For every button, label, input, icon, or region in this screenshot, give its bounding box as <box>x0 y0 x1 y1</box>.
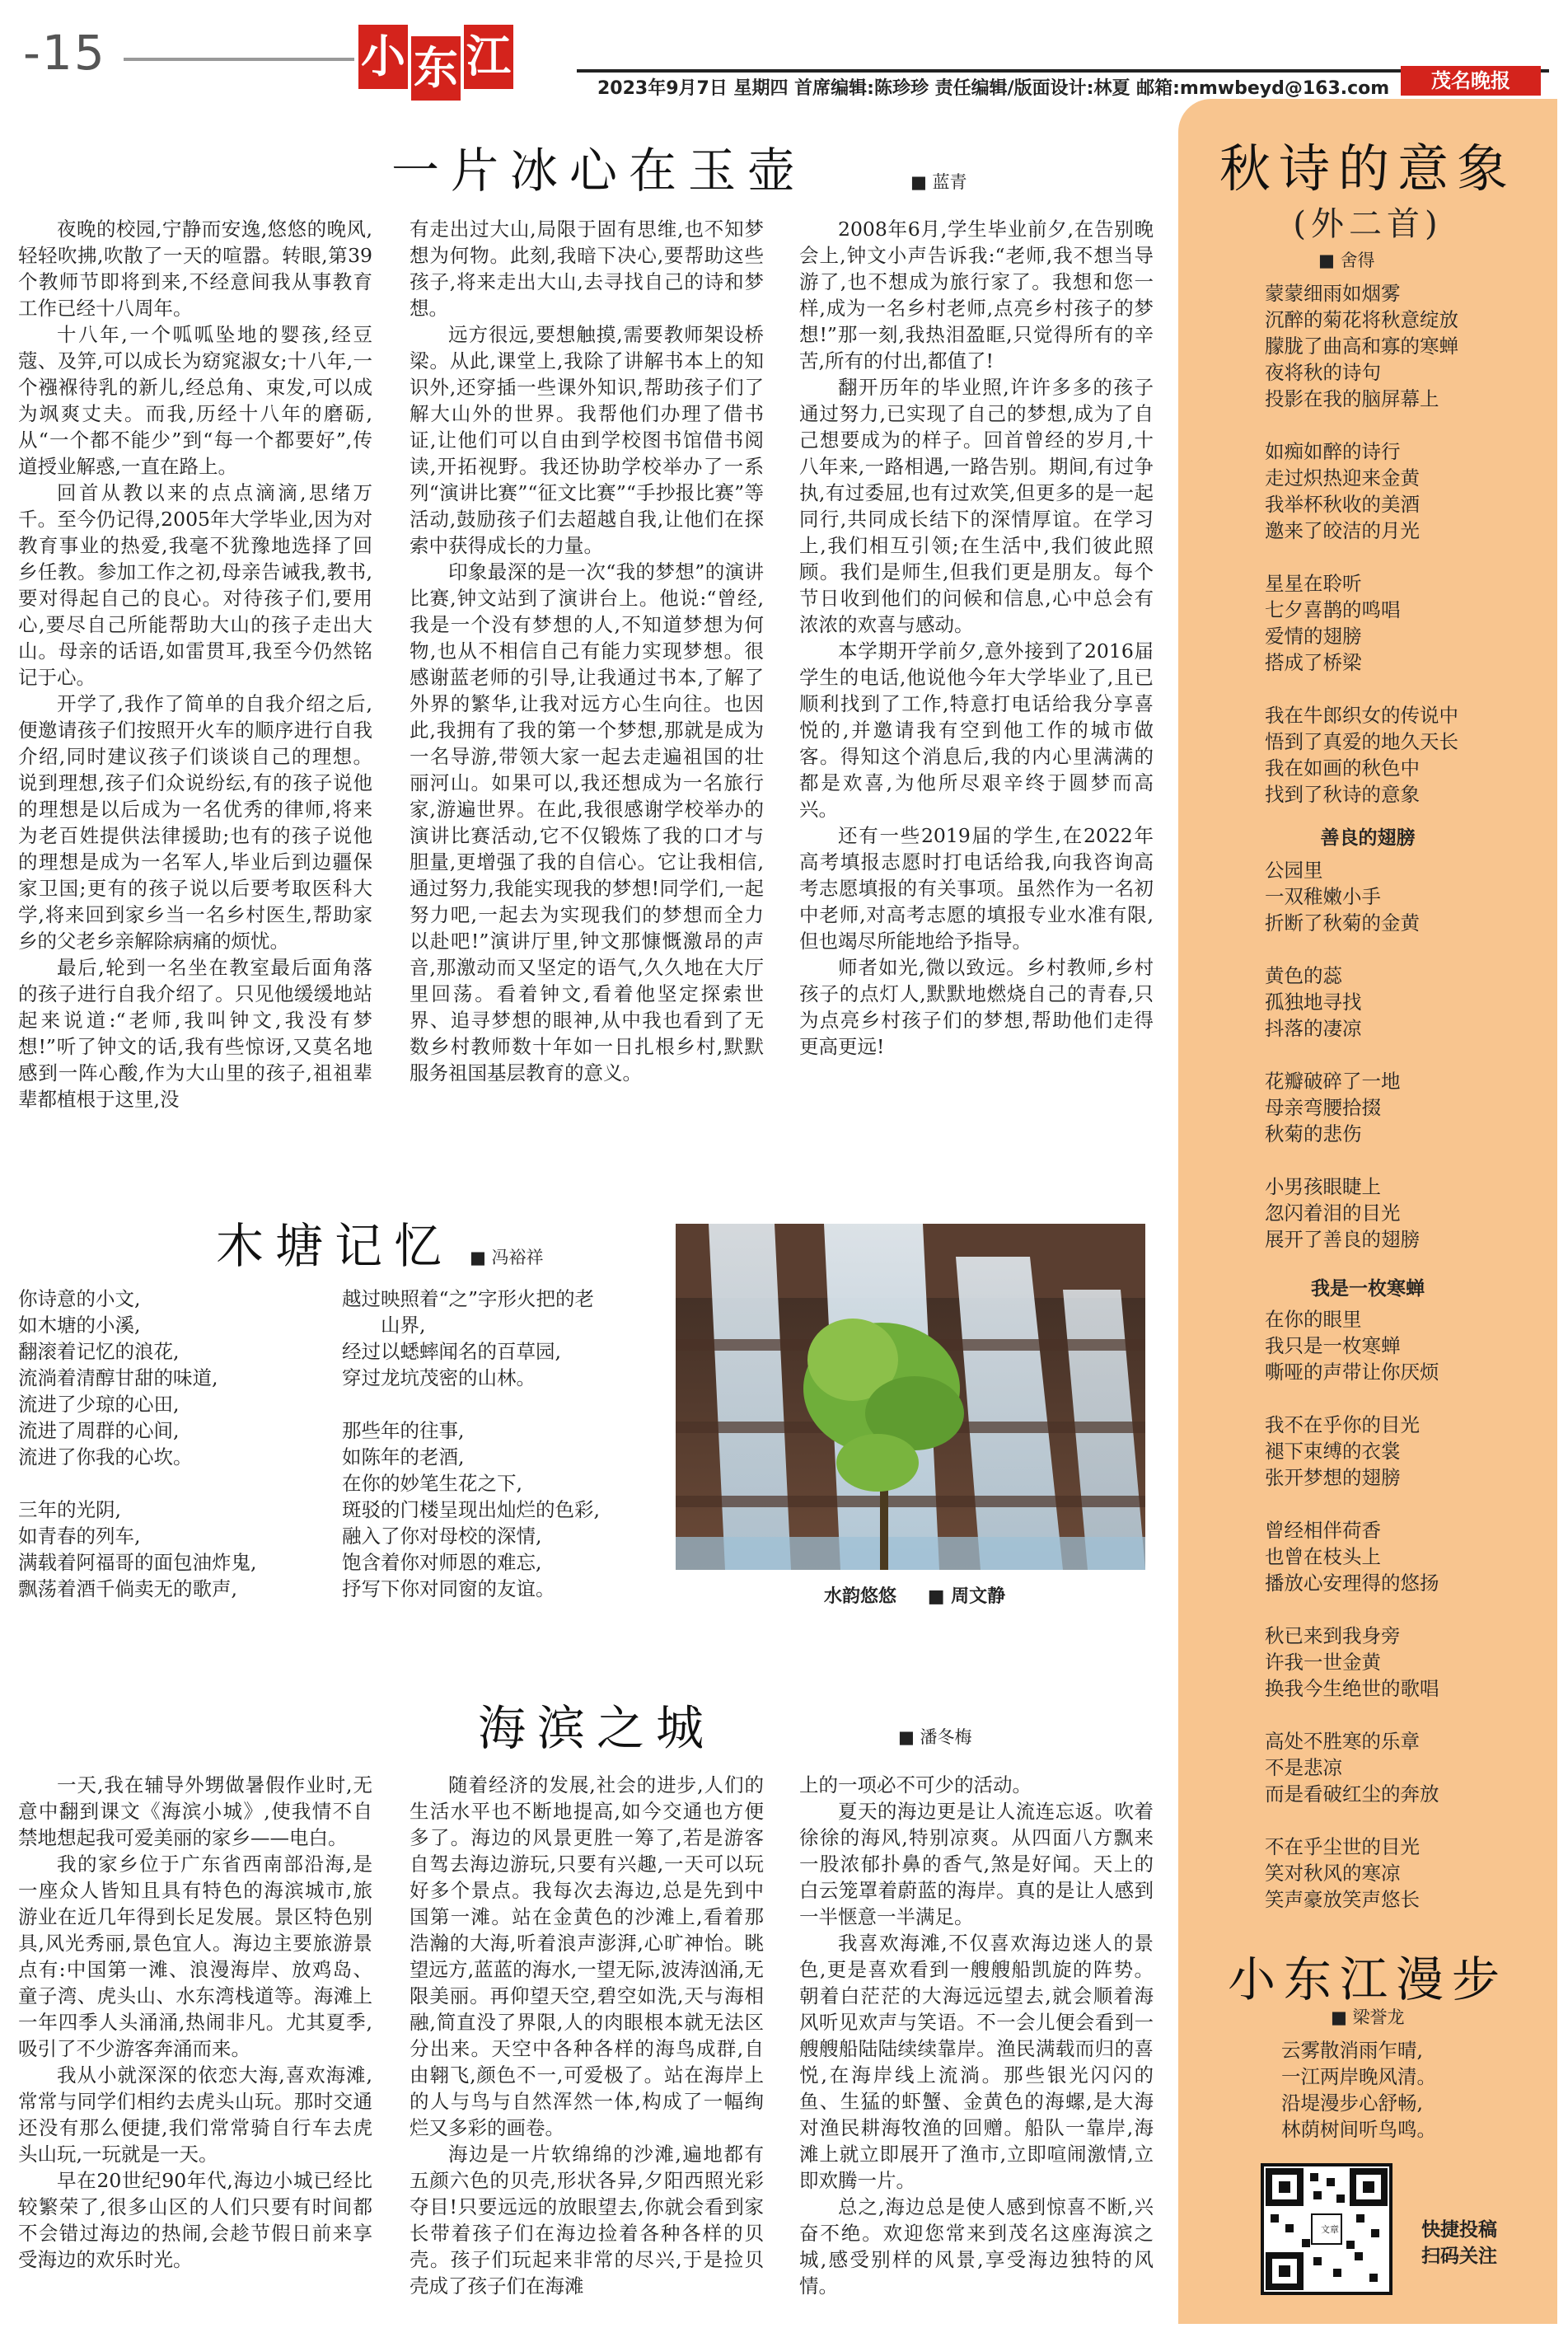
poem-line: 你诗意的小文, <box>18 1287 141 1310</box>
poem-line: 夜将秋的诗句 <box>1265 361 1381 384</box>
poem-line: 悟到了真爱的地久天长 <box>1265 730 1458 753</box>
article2-title: 木塘记忆 <box>216 1218 454 1274</box>
waterfall-image <box>676 1224 1145 1570</box>
paragraph: 一天,我在辅导外甥做暑假作业时,无意中翻到课文《海滨小城》,使我情不自禁地想起我可爱美丽的家乡——电白。 <box>18 1773 372 1849</box>
paragraph: 还有一些2019届的学生,在2022年高考填报志愿时打电话给我,向我咨询高考志愿填报的有关事项。虽然作为一名初中老师,对高考志愿的填报专业水准有限,但也竭尽所能地给予指导。 <box>799 824 1154 953</box>
column-logo <box>358 25 513 101</box>
poem-line: 沉醉的菊花将秋意绽放 <box>1265 308 1458 331</box>
poem-line: 朦胧了曲高和寡的寒蝉 <box>1265 335 1458 358</box>
sidebar-poem-3 <box>1265 1306 1545 1913</box>
article2-poem-left <box>18 1286 331 1602</box>
poem-line: 公园里 <box>1265 859 1323 882</box>
poem-line: 黄色的蕊 <box>1265 964 1342 987</box>
column-logo-char: 小 <box>358 25 408 89</box>
poem-line: 在你的妙笔生花之下, <box>342 1472 522 1495</box>
paragraph: 翻开历年的毕业照,许许多多的孩子通过努力,已实现了自己的梦想,成为了自己想要成为的样子。回首曾经的岁月,十八年来,一路相遇,一路告别。期间,有过争执,有过委屈,也有过欢笑,但更多的是一起同行,共同成长结下的深情厚谊。在学习上,我们相互引领;在生活中,我们彼此照顾。我们是师生,但我们更是朋友。每个节日收到他们的问候和信息,心中总会有浓浓的欢喜与感动。 <box>799 376 1154 636</box>
article3-title: 海滨之城 <box>478 1700 716 1756</box>
poem-line: 曾经相伴荷香 <box>1265 1519 1381 1542</box>
paragraph: 有走出过大山,局限于固有思维,也不知梦想为何物。此刻,我暗下决心,要帮助这些孩子,将来走出大山,去寻找自己的诗和梦想。 <box>410 218 764 320</box>
article2-poem-right <box>342 1286 672 1602</box>
poem-line: 也曾在枝头上 <box>1265 1545 1381 1568</box>
paragraph: 本学期开学前夕,意外接到了2016届学生的电话,他说他今年大学毕业了,且已顺利找到了工作,特意打电话给我分享喜悦的,并邀请我有空到他工作的城市做客。得知这个消息后,我的内心里满满的都是欢喜,为他所尽艰辛终于圆梦而高兴。 <box>799 639 1154 821</box>
paragraph: 开学了,我作了简单的自我介绍之后,便邀请孩子们按照开火车的顺序进行自我介绍,同时建议孩子们谈谈自己的理想。说到理想,孩子们众说纷纭,有的孩子说他的理想是以后成为一名优秀的律师,将来为老百姓提供法律援助;也有的孩子说他的理想是成为一名军人,毕业后到边疆保家卫国;更有的孩子说以后要考取医科大学,将来回到家乡当一名乡村医生,帮助家乡的父老乡亲解除病痛的烦忧。 <box>18 692 372 953</box>
paragraph: 上的一项必不可少的活动。 <box>799 1773 1032 1796</box>
poem-line: 抒写下你对同窗的友谊。 <box>342 1577 555 1600</box>
poem-line: 如青春的列车, <box>18 1525 141 1548</box>
poem-line: 我举杯秋收的美酒 <box>1265 493 1420 516</box>
poem-line: 穿过龙坑茂密的山林。 <box>342 1366 536 1389</box>
poem-line: 如痴如醉的诗行 <box>1265 440 1401 463</box>
paragraph: 夏天的海边更是让人流连忘返。吹着徐徐的海风,特别凉爽。从四面八方飘来一股浓郁扑鼻的香气,煞是好闻。天上的白云笼罩着蔚蓝的海岸。真的是让人感到一半惬意一半满足。 <box>799 1800 1154 1928</box>
paragraph: 师者如光,微以致远。乡村教师,乡村孩子的点灯人,默默地燃烧自己的青春,只为点亮乡村孩子们的梦想,帮助他们走得更高更远! <box>799 956 1154 1058</box>
article3-author: ■ 潘冬梅 <box>898 1724 972 1749</box>
header-rule <box>124 58 354 61</box>
paragraph: 夜晚的校园,宁静而安逸,悠悠的晚风,轻轻吹拂,吹散了一天的喧嚣。转眼,第39个教师节即将到来,不经意间我从事教育工作已经十八周年。 <box>18 218 372 320</box>
paragraph: 远方很远,要想触摸,需要教师架设桥梁。从此,课堂上,我除了讲解书本上的知识外,还穿插一些课外知识,帮助孩子们了解大山外的世界。我帮他们办理了借书证,让他们可以自由到学校图书馆借书阅读,开拓视野。我还协助学校举办了一系列“演讲比赛”“征文比赛”“手抄报比赛”等活动,鼓励孩子们去超越自我,让他们在探索中获得成长的力量。 <box>410 323 764 557</box>
paragraph: 印象最深的是一次“我的梦想”的演讲比赛,钟文站到了演讲台上。他说:“曾经,我是一个没有梦想的人,不知道梦想为何物,也从不相信自己有能力实现梦想。很感谢蓝老师的引导,让我通过书本,了解了外界的繁华,让我对远方心生向往。也因此,我拥有了我的第一个梦想,那就是成为一名导游,带领大家一起去走遍祖国的壮丽河山。如果可以,我还想成为一名旅行家,游遍世界。在此,我很感谢学校举办的演讲比赛活动,它不仅锻炼了我的口才与胆量,更增强了我的自信心。它让我相信,通过努力,我能实现我的梦想!同学们,一起努力吧,一起去为实现我们的梦想而全力以赴吧!”演讲厅里,钟文那慷慨激昂的声音,那激动而又坚定的语气,久久地在大厅里回荡。看着钟文,看着他坚定探索世界、追寻梦想的眼神,从中我也看到了无数乡村教师数十年如一日扎根乡村,默默服务祖国基层教育的意义。 <box>410 560 764 1084</box>
article1-column-3 <box>799 216 1154 1060</box>
poem-line: 母亲弯腰拾掇 <box>1265 1096 1381 1119</box>
poem-line: 我不在乎你的目光 <box>1265 1413 1420 1436</box>
poem-line: 我只是一枚寒蝉 <box>1265 1334 1401 1357</box>
poem-line: 饱含着你对师恩的难忘, <box>342 1551 542 1574</box>
poem-line: 嘶哑的声带让你厌烦 <box>1265 1361 1439 1384</box>
poem-line: 流进了少琼的心田, <box>18 1393 180 1416</box>
poem-line: 高处不胜寒的乐章 <box>1265 1730 1420 1753</box>
article1-author: ■ 蓝青 <box>910 169 967 194</box>
column-logo-char: 东 <box>411 36 461 101</box>
poem-line: 展开了善良的翅膀 <box>1265 1228 1420 1251</box>
sidebar-author: ■ 舍得 <box>1318 247 1375 272</box>
poem-line: 而是看破红尘的奔放 <box>1265 1782 1439 1806</box>
poem-line: 投影在我的脑屏幕上 <box>1265 387 1439 410</box>
poem-line: 星星在聆听 <box>1265 572 1362 595</box>
poem-line: 流进了你我的心坎。 <box>18 1445 193 1468</box>
poem-line: 我在牛郎织女的传说中 <box>1265 704 1458 727</box>
sidebar-poem-1 <box>1265 280 1545 808</box>
poem-line: 张开梦想的翅膀 <box>1265 1466 1401 1489</box>
poem-line: 流淌着清醇甘甜的味道, <box>18 1366 218 1389</box>
poem-line: 换我今生绝世的歌唱 <box>1265 1677 1439 1700</box>
poem-line: 搭成了桥梁 <box>1265 651 1362 674</box>
poem-line: 笑对秋风的寒凉 <box>1265 1862 1401 1885</box>
article3-column-3 <box>799 1772 1154 2299</box>
poem-line: 蒙蒙细雨如烟雾 <box>1265 282 1401 305</box>
paragraph: 最后,轮到一名坐在教室最后面角落的孩子进行自我介绍了。只见他缓缓地站起来说道:“老师,我叫钟文,我没有梦想!”听了钟文的话,我有些惊讶,又莫名地感到一阵心酸,作为大山里的孩子,祖祖辈辈都植根于这里,没 <box>18 956 372 1111</box>
poem-line: 如木塘的小溪, <box>18 1314 141 1337</box>
poem-line: 满载着阿福哥的面包油炸鬼, <box>18 1551 257 1574</box>
photo-title: 水韵悠悠 <box>824 1586 897 1607</box>
article2-author: ■ 冯裕祥 <box>470 1244 544 1269</box>
poem-line: 秋已来到我身旁 <box>1265 1624 1401 1647</box>
paragraph: 2008年6月,学生毕业前夕,在告别晚会上,钟文小声告诉我:“老师,我不想当导游了,也不想成为旅行家了。我想和您一样,成为一名乡村老师,点亮乡村孩子的梦想!”那一刻,我热泪盈眶,只觉得所有的辛苦,所有的付出,都值了! <box>799 218 1154 372</box>
poem-line: 林荫树间听鸟鸣。 <box>1281 2118 1436 2141</box>
poem-line: 一江两岸晚风清。 <box>1281 2065 1436 2088</box>
photo-author: 周文静 <box>951 1586 1006 1607</box>
poem-line: 花瓣破碎了一地 <box>1265 1070 1401 1093</box>
poem-line: 笑声豪放笑声悠长 <box>1265 1888 1420 1911</box>
poem-line: 如陈年的老酒, <box>342 1445 465 1468</box>
poem-line: 沿堤漫步心舒畅, <box>1281 2091 1423 2115</box>
qr-center-label: 文章 <box>1321 2224 1339 2235</box>
paragraph: 随着经济的发展,社会的进步,人们的生活水平也不断地提高,如今交通也方便多了。海边的风景更胜一筹了,若是游客自驾去海边游玩,只要有兴趣,一天可以玩好多个景点。我每次去海边,总是先到中国第一滩。站在金黄色的沙滩上,看着那浩瀚的大海,听着浪声澎湃,心旷神怡。眺望远方,蓝蓝的海水,一望无际,波涛汹涌,无限美丽。再仰望天空,碧空如洗,天与海相融,简直没了界限,人的肉眼根本就无法区分出来。天空中各种各样的海鸟成群,自由翱飞,颜色不一,可爱极了。站在海岸上的人与鸟与自然浑然一体,构成了一幅绚烂又多彩的画卷。 <box>410 1773 764 2139</box>
poem-line: 在你的眼里 <box>1265 1308 1362 1331</box>
paragraph: 回首从教以来的点点滴滴,思绪万千。至今仍记得,2005年大学毕业,因为对教育事业的热爱,我毫不犹豫地选择了回乡任教。参加工作之初,母亲告诫我,教书,要对得起自己的良心。对待孩子们,要用心,要尽自己所能帮助大山的孩子走出大山。母亲的话语,如雷贯耳,我至今仍然铭记于心。 <box>18 481 372 689</box>
poem-line: 秋菊的悲伤 <box>1265 1122 1362 1145</box>
paragraph: 早在20世纪90年代,海边小城已经比较繁荣了,很多山区的人们只要有时间都不会错过海边的热闹,会趁节假日前来享受海边的欢乐时光。 <box>18 2169 372 2271</box>
qr-code[interactable] <box>1261 2163 1392 2295</box>
poem-line: 不是悲凉 <box>1265 1756 1342 1779</box>
paragraph: 十八年,一个呱呱坠地的婴孩,经豆蔻、及笄,可以成长为窈窕淑女;十八年,一个襁褓待乳的新儿,经总角、束发,可以成为飒爽丈夫。而我,历经十八年的磨砺,从“一个都不能少”到“每一个都要好”,传道授业解惑,一直在路上。 <box>18 323 372 478</box>
sidebar-subtitle: (外二首) <box>1293 205 1443 243</box>
masthead-logo: 茂名晚报 <box>1401 66 1541 96</box>
poem-line: 小男孩眼睫上 <box>1265 1175 1381 1198</box>
poem-line: 褪下束缚的衣裳 <box>1265 1440 1401 1463</box>
poem-line: 云雾散消雨乍晴, <box>1281 2039 1423 2062</box>
qr-label-follow: 扫码关注 <box>1421 2246 1497 2267</box>
photo-caption: 水韵悠悠 ■ 周文静 <box>824 1586 1006 1607</box>
poem-line: 那些年的往事, <box>342 1419 465 1442</box>
poem-line: 流进了周群的心间, <box>18 1419 180 1442</box>
waterfall-photo <box>676 1224 1145 1570</box>
date-editor-line: 2023年9月7日 星期四 首席编辑:陈珍珍 责任编辑/版面设计:林夏 邮箱:mmwbeyd@163.com <box>597 78 1390 99</box>
sidebar-walk-poem <box>1281 2037 1545 2143</box>
poem-line: 斑驳的门楼呈现出灿烂的色彩, <box>342 1498 600 1521</box>
qr-label-submit: 快捷投稿 <box>1421 2219 1497 2241</box>
page-number: -15 <box>23 25 106 81</box>
qr-labels <box>1421 2217 1497 2269</box>
poem-line: 爱情的翅膀 <box>1265 625 1362 648</box>
poem-line: 越过映照着“之”字形火把的老 <box>342 1287 595 1310</box>
poem-line: 我在如画的秋色中 <box>1265 756 1420 780</box>
poem-line: 翻滚着记忆的浪花, <box>18 1340 180 1363</box>
poem-line: 折断了秋菊的金黄 <box>1265 911 1420 934</box>
article3-column-1 <box>18 1772 372 2273</box>
article1-title: 一片冰心在玉壶 <box>391 143 807 199</box>
article1-column-2 <box>410 216 764 1086</box>
poem-line: 飘荡着酒千倘卖无的歌声, <box>18 1577 237 1600</box>
paragraph: 总之,海边总是使人感到惊喜不断,兴奋不绝。欢迎您常来到茂名这座海滨之城,感受别样的风景,享受海边独特的风情。 <box>799 2195 1154 2298</box>
poem-line: 播放心安理得的悠扬 <box>1265 1572 1439 1595</box>
sidebar-section-title: 我是一枚寒蝉 <box>1311 1278 1425 1300</box>
paragraph: 我喜欢海滩,不仅喜欢海边迷人的景色,更是喜欢看到一艘艘船凯旋的阵势。朝着白茫茫的大海远远望去,就会顺着海风听见欢声与笑语。不一会儿便会看到一艘艘船陆陆续续靠岸。渔民满载而归的喜悦,在海岸线上流淌。那些银光闪闪的鱼、生猛的虾蟹、金黄色的海螺,是大海对渔民耕海牧渔的回赠。船队一靠岸,海滩上就立即展开了渔市,立即喧闹激情,立即欢腾一片。 <box>799 1932 1154 2192</box>
paragraph: 我的家乡位于广东省西南部沿海,是一座众人皆知且具有特色的海滨城市,旅游业在近几年得到长足发展。景区特色别具,风光秀丽,景色宜人。海边主要旅游景点有:中国第一滩、浪漫海岸、放鸡岛、童子湾、虎头山、水东湾栈道等。海滩上一年四季人头涌涌,热闹非凡。尤其夏季,吸引了不少游客奔涌而来。 <box>18 1853 372 2060</box>
sidebar-walk-author: ■ 梁誉龙 <box>1331 2004 1405 2029</box>
poem-line: 山界, <box>342 1314 426 1337</box>
sidebar-walk-title: 小东江漫步 <box>1227 1951 1508 2007</box>
poem-line: 找到了秋诗的意象 <box>1265 783 1420 806</box>
poem-line: 许我一世金黄 <box>1265 1651 1381 1674</box>
paragraph: 海边是一片软绵绵的沙滩,遍地都有五颜六色的贝壳,形状各异,夕阳西照光彩夺目!只要远远的放眼望去,你就会看到家长带着孩子们在海边捡着各种各样的贝壳。孩子们玩起来非常的尽兴,于是捡贝壳成了孩子们在海滩 <box>410 2143 764 2298</box>
sidebar-poem-2 <box>1265 857 1545 1253</box>
poem-line: 邀来了皎洁的月光 <box>1265 519 1420 542</box>
poem-line: 七夕喜鹊的鸣唱 <box>1265 598 1401 621</box>
sidebar-title: 秋诗的意象 <box>1219 138 1516 199</box>
sidebar-section-title: 善良的翅膀 <box>1320 827 1416 849</box>
poem-line: 融入了你对母校的深情, <box>342 1525 542 1548</box>
paragraph: 我从小就深深的依恋大海,喜欢海滩,常常与同学们相约去虎头山玩。那时交通还没有那么便捷,我们常常骑自行车去虎头山玩,一玩就是一天。 <box>18 2063 372 2166</box>
poem-line: 一双稚嫩小手 <box>1265 885 1381 908</box>
column-logo-char: 江 <box>464 25 513 89</box>
article1-column-1 <box>18 216 372 1112</box>
poem-line: 抖落的凄凉 <box>1265 1017 1362 1040</box>
poem-line: 三年的光阴, <box>18 1498 121 1521</box>
poem-line: 忽闪着泪的目光 <box>1265 1201 1401 1225</box>
poem-line: 不在乎尘世的目光 <box>1265 1835 1420 1858</box>
poem-line: 走过炽热迎来金黄 <box>1265 466 1420 489</box>
poem-line: 经过以蟋蟀闻名的百草园, <box>342 1340 561 1363</box>
poem-line: 孤独地寻找 <box>1265 991 1362 1014</box>
article3-column-2 <box>410 1772 764 2299</box>
